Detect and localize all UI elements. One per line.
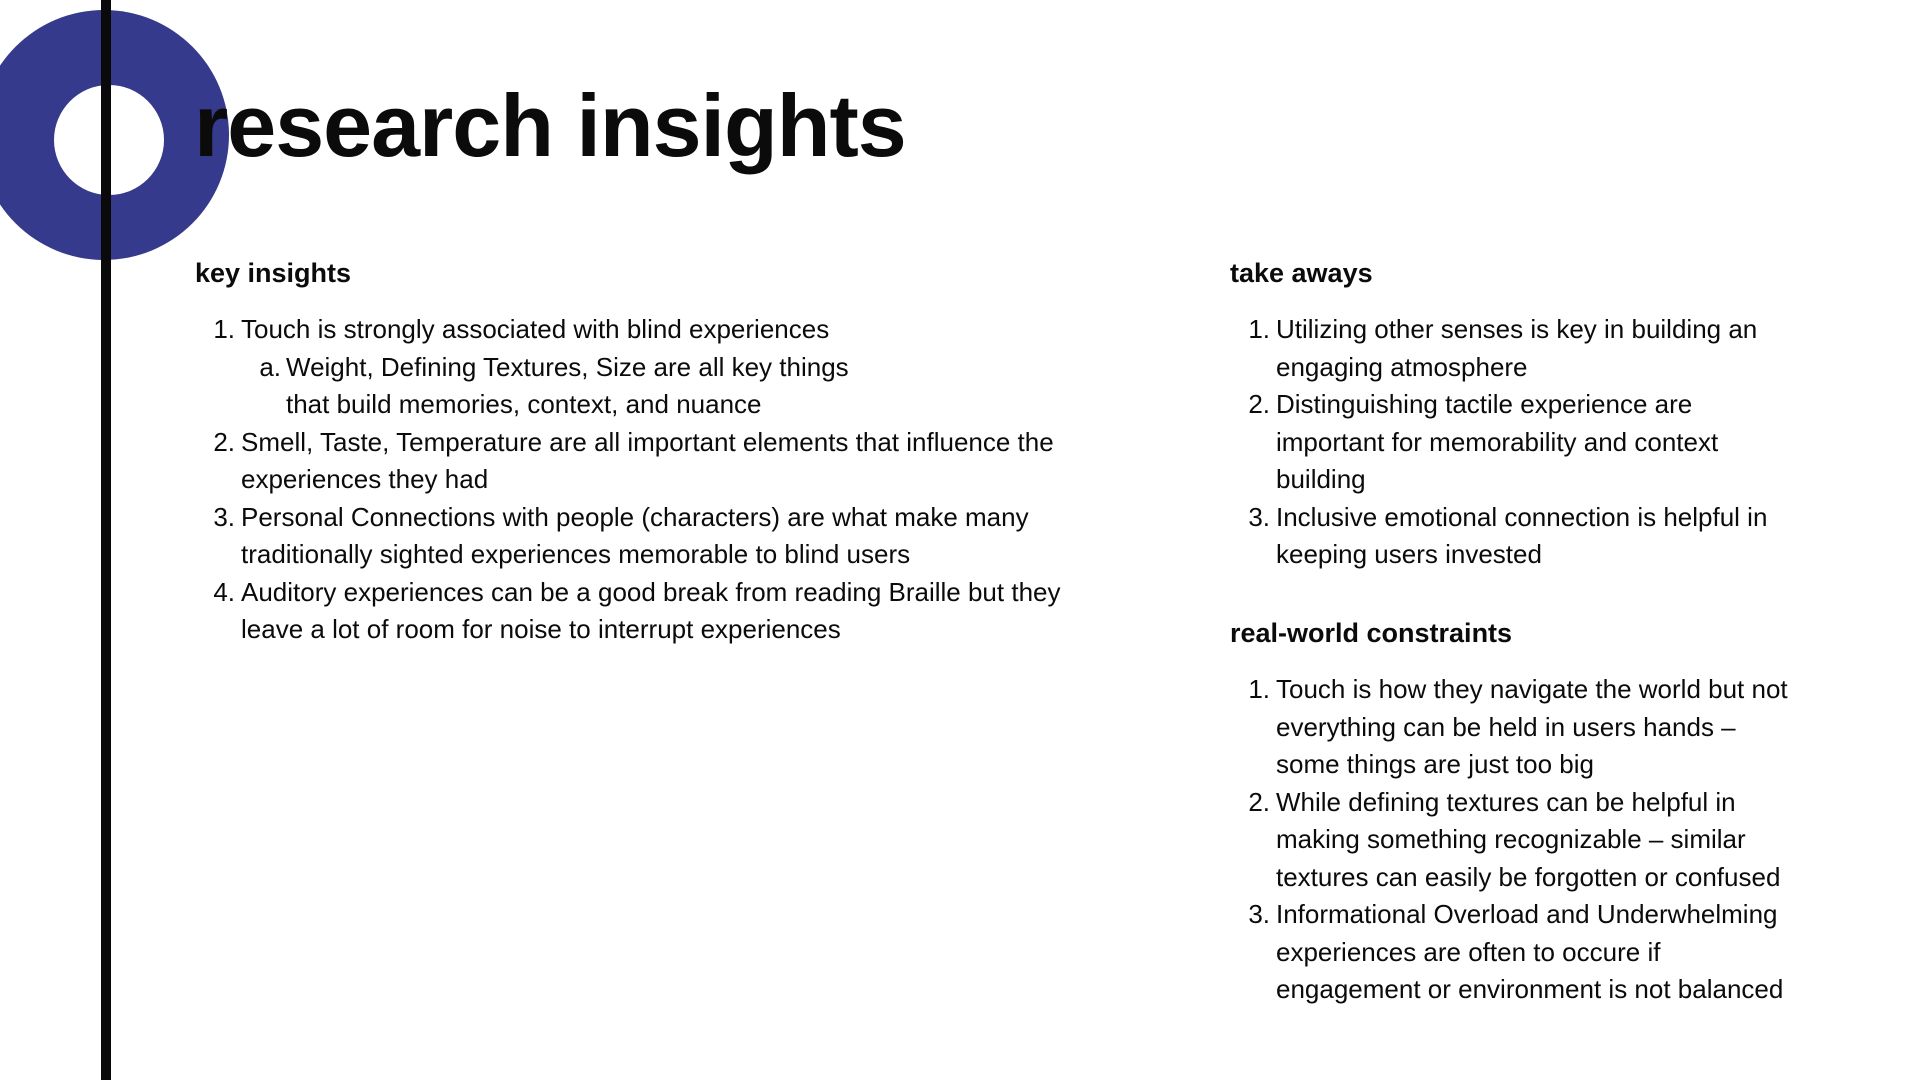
list-item: [1230, 896, 1805, 1009]
list-item-text: Auditory experiences can be a good break from reading Braille but they leave a lot of room for noise to interrupt experiences: [241, 576, 1061, 644]
sublist-item-text: Weight, Defining Textures, Size are all key things that build memories, context, and nuance: [286, 351, 849, 419]
page-title: research insights: [194, 76, 906, 175]
sublist-item: [241, 349, 881, 424]
list-marker: 1.: [213, 314, 235, 344]
list-marker: 2.: [1248, 389, 1270, 419]
constraints-heading: real-world constraints: [1230, 618, 1513, 648]
list-item-text: Inclusive emotional connection is helpful in keeping users invested: [1276, 501, 1768, 569]
list-item-text: Personal Connections with people (characters) are what make many traditionally sighted experiences memorable to blind users: [241, 501, 1029, 569]
list-item-text: While defining textures can be helpful in making something recognizable – similar textures can easily be forgotten or confused: [1276, 786, 1781, 892]
list-marker: 1.: [1248, 674, 1270, 704]
constraints-list: [1230, 671, 1805, 1009]
take-aways-heading: take aways: [1230, 258, 1373, 288]
take-aways-list: [1230, 311, 1805, 574]
vertical-bar-decoration: [101, 0, 111, 1080]
list-item: [195, 499, 1115, 574]
list-marker: 2.: [1248, 786, 1270, 817]
list-item: [1230, 671, 1805, 784]
list-item: [195, 574, 1115, 649]
list-marker: 3.: [1248, 501, 1270, 532]
key-insights-list: [195, 311, 1115, 649]
list-item: [1230, 499, 1805, 574]
list-marker: 4.: [213, 576, 235, 607]
list-marker: 3.: [1248, 899, 1270, 929]
list-marker: 3.: [213, 501, 235, 532]
list-marker: 1.: [1248, 314, 1270, 344]
list-item-text: Informational Overload and Underwhelming experiences are often to occure if engagement or environment is not balanced: [1276, 899, 1784, 1004]
list-item-text: Distinguishing tactile experience are important for memorability and context building: [1276, 389, 1719, 494]
list-item-text: Touch is how they navigate the world but not everything can be held in users hands – some things are just too big: [1276, 674, 1788, 779]
list-item: [1230, 784, 1805, 897]
list-marker: a.: [259, 351, 281, 382]
list-marker: 2.: [213, 426, 235, 457]
list-item: [1230, 386, 1805, 499]
list-item: [195, 424, 1115, 499]
list-item-text: Utilizing other senses is key in building an engaging atmosphere: [1276, 314, 1758, 382]
list-item-text: Touch is strongly associated with blind experiences: [241, 314, 830, 344]
list-item: [195, 311, 1115, 424]
list-item-text: Smell, Taste, Temperature are all important elements that influence the experiences they had: [241, 426, 1054, 494]
list-item: [1230, 311, 1805, 386]
key-insights-sublist: [241, 349, 881, 424]
key-insights-heading: key insights: [195, 258, 352, 288]
